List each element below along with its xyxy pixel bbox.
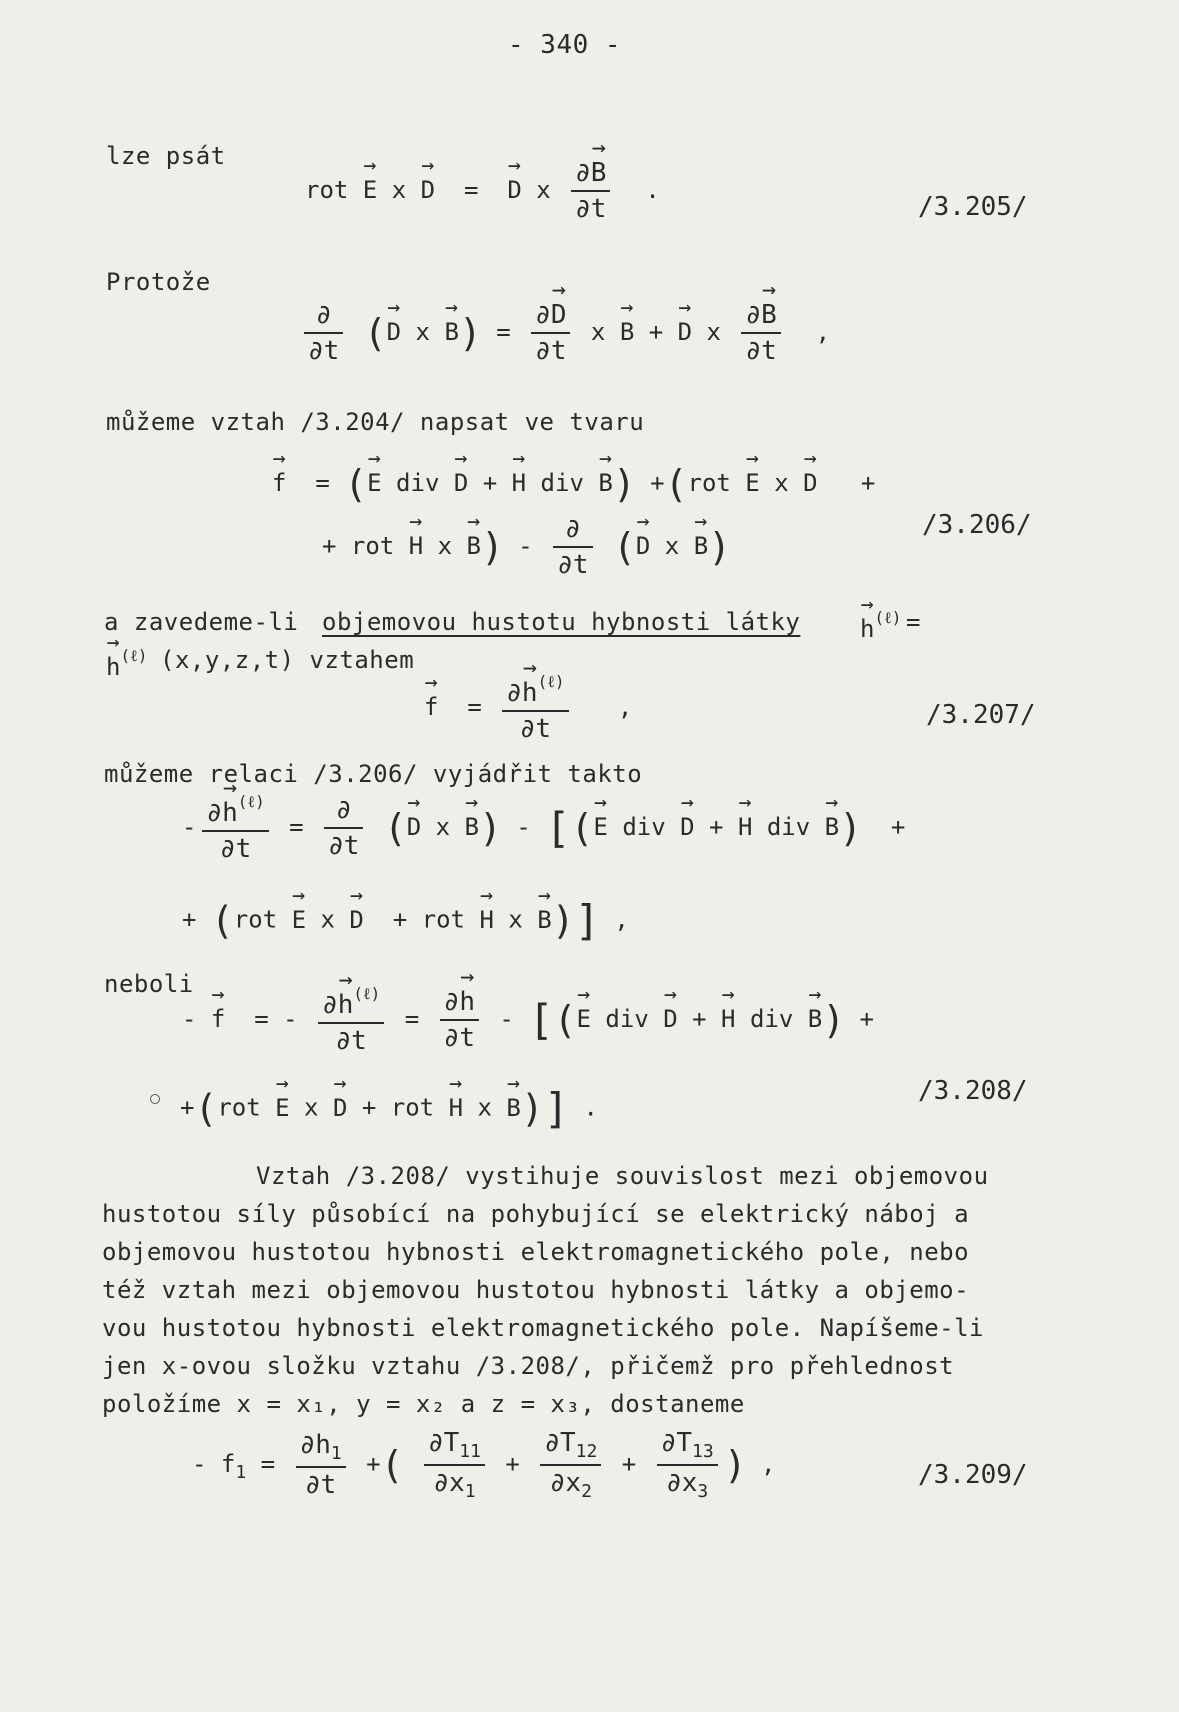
equation-tag-3-207: /3.207/ xyxy=(926,700,1036,730)
text-line-equals: = xyxy=(906,608,921,636)
equation-3-208-line-1: - → f = - $\frac{\partial\to h^{(\ell)}}{\partial t}$ = $\frac{\partial\to h}{\partial t}$ - [(→ E div → D + → H div → B) + xyxy=(182,984,874,1056)
text-line-neboli: neboli xyxy=(104,970,194,998)
text-line-zavedeme: a zavedeme-li xyxy=(104,608,299,636)
equation-tag-3-208: /3.208/ xyxy=(918,1076,1028,1106)
symbol-h-l: → $h^{(\ell)}$ xyxy=(860,608,901,643)
equation-3-208-line-2: +(rot → E x → D + rot → H x → B)] . xyxy=(180,1084,598,1133)
text-line-objemovou-hustotu: objemovou hustotu hybnosti látky xyxy=(322,608,801,636)
paragraph-line-4: též vztah mezi objemovou hustotou hybnosti látky a objemo- xyxy=(102,1276,970,1304)
equation-tag-3-209: /3.209/ xyxy=(918,1460,1028,1490)
text-line-muzeme-relaci: můžeme relaci /3.206/ vyjádřit takto xyxy=(104,760,643,788)
paragraph-line-7: položíme x = x₁, y = x₂ a z = x₃, dostaneme xyxy=(102,1390,745,1418)
equation-3-207: → f = $\frac{\partial\to h^{(\ell)}}{\partial t}$ , xyxy=(424,672,632,744)
paragraph-line-1: Vztah /3.208/ vystihuje souvislost mezi objemovou xyxy=(256,1162,989,1190)
symbol-h-l-start: → $h^{(\ell)}$ xyxy=(106,646,147,681)
margin-mark xyxy=(150,1094,160,1104)
equation-relation-line-2: + (rot → E x → D + rot → H x → B)] , xyxy=(182,896,629,945)
paragraph-line-3: objemovou hustotou hybnosti elektromagnetického pole, nebo xyxy=(102,1238,970,1266)
equation-3-209: - $f_1$ = $\frac{\partial h_1}{\partial t}$ +( $\frac{\partial T_{11}}{\partial x_1}$ + $\frac{\partial T_{12}}{\partial x_2}$ + $\frac{\partial T_{13}}{\partial x_3}$ ) , xyxy=(192,1428,776,1502)
equation-tag-3-205: /3.205/ xyxy=(918,192,1028,222)
equation-3-206-line-1: → f = (→ E div → D + → H div → B) +(rot → E x → D + xyxy=(272,462,875,506)
equation-product-rule: $\frac{\partial}{\partial t}$ (→ D x → B) = $\frac{\partial\to D}{\partial t}$ x → B + → D x $\frac{\partial\to B}{\partial t}$ , xyxy=(298,300,830,366)
paragraph-line-6: jen x-ovou složku vztahu /3.208/, přičemž pro přehlednost xyxy=(102,1352,955,1380)
paragraph-line-5: vou hustotou hybnosti elektromagnetického pole. Napíšeme-li xyxy=(102,1314,985,1342)
text-line-lze-psat: lze psát xyxy=(106,142,226,170)
equation-relation-line-1: - $\frac{\partial\to h^{(\ell)}}{\partial t}$ = $\frac{\partial}{\partial t}$ (→ D x → B) - [(→ E div → D + → H div → B) + xyxy=(182,792,905,864)
equation-tag-3-206: /3.206/ xyxy=(922,510,1032,540)
page-number: - 340 - xyxy=(508,30,622,60)
text-line-muzeme-vztah: můžeme vztah /3.204/ napsat ve tvaru xyxy=(106,408,645,436)
paragraph-line-2: hustotou síly působící na pohybující se elektrický náboj a xyxy=(102,1200,970,1228)
text-line-protoze: Protože xyxy=(106,268,211,296)
equation-3-205: rot → E x → D = → D x $\frac{\partial\to B}{\partial t}$ . xyxy=(305,158,660,224)
text-line-xyzt-vztahem: (x,y,z,t) vztahem xyxy=(160,646,415,674)
equation-3-206-line-2: + rot → H x → B) - $\frac{\partial}{\partial t}$ (→ D x → B) xyxy=(322,514,731,580)
